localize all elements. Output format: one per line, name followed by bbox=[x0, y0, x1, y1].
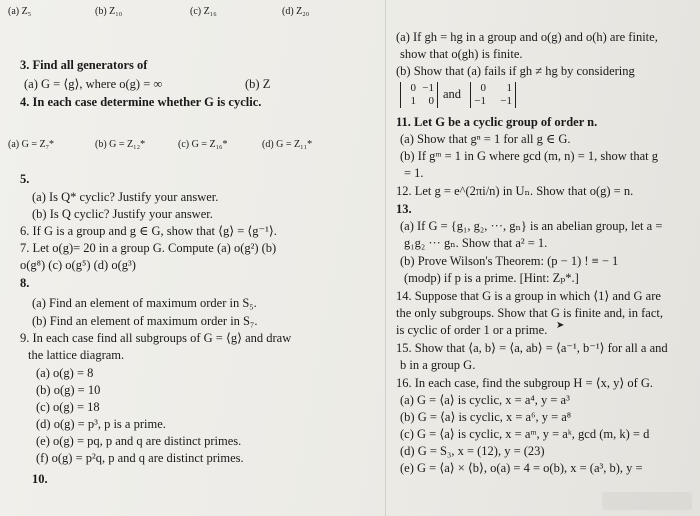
question-15-line2: b in a group G. bbox=[400, 358, 476, 372]
question-13b-line2: (modp) if p is a prime. [Hint: Zₚ*.] bbox=[404, 271, 579, 285]
question-6: 6. If G is a group and g ∈ G, show that ⟨g⟩ = ⟨g⁻¹⟩. bbox=[20, 224, 277, 238]
question-16: 16. In each case, find the subgroup H = ⟨x, y⟩ of G. bbox=[396, 376, 654, 390]
q4-option-b: (b) G = Z₁₂* bbox=[95, 139, 146, 150]
question-10a-line2: show that o(gh) is finite. bbox=[400, 47, 523, 61]
question-8b: (b) Find an element of maximum order in S₇. bbox=[32, 314, 258, 328]
question-12: 12. Let g = e^(2πi/n) in Uₙ. Show that o(g) = n. bbox=[396, 184, 634, 198]
option-z20: (d) Z₂₀ bbox=[282, 6, 310, 17]
matrix-b-cell: 1 bbox=[506, 82, 512, 94]
option-z10: (b) Z₁₀ bbox=[95, 6, 123, 17]
and-word: and bbox=[443, 87, 462, 101]
question-14-line2: the only subgroups. Show that G is finite and, in fact, bbox=[396, 306, 663, 320]
question-8a: (a) Find an element of maximum order in S₅. bbox=[32, 296, 257, 310]
question-9-line1: 9. In each case find all subgroups of G = ⟨g⟩ and draw bbox=[20, 331, 292, 345]
q4-option-c: (c) G = Z₁₆* bbox=[178, 139, 228, 150]
q16-item-e: (e) G = ⟨a⟩ × ⟨b⟩, o(a) = 4 = o(b), x = (a³, b), y = bbox=[400, 461, 643, 475]
question-15-line1: 15. Show that ⟨a, b⟩ = ⟨a, ab⟩ = ⟨a⁻¹, b⁻¹⟩ for all a and bbox=[396, 341, 668, 355]
q16-item-a: (a) G = ⟨a⟩ is cyclic, x = a⁴, y = a³ bbox=[400, 393, 570, 407]
q9-item-d: (d) o(g) = p³, p is a prime. bbox=[36, 417, 166, 431]
question-3: 3. Find all generators of bbox=[20, 58, 148, 72]
question-5b: (b) Is Q cyclic? Justify your answer. bbox=[32, 207, 213, 221]
matrix-b-cell: 0 bbox=[480, 82, 486, 94]
q9-item-b: (b) o(g) = 10 bbox=[36, 383, 101, 397]
question-10a-line1: (a) If gh = hg in a group and o(g) and o(h) are finite, bbox=[396, 30, 658, 44]
question-11a: (a) Show that gⁿ = 1 for all g ∈ G. bbox=[400, 132, 571, 146]
matrix-a-cell: 0 bbox=[428, 95, 434, 107]
matrix-a-cell: 1 bbox=[410, 95, 416, 107]
question-14-line1: 14. Suppose that G is a group in which ⟨1⟩ and G are bbox=[396, 289, 661, 303]
q9-item-e: (e) o(g) = pq, p and q are distinct primes. bbox=[36, 434, 242, 448]
q16-item-c: (c) G = ⟨a⟩ is cyclic, x = aᵐ, y = aᵏ, gcd (m, k) = d bbox=[400, 427, 650, 441]
q16-item-d: (d) G = S₃, x = (12), y = (23) bbox=[400, 444, 545, 458]
option-z16: (c) Z₁₆ bbox=[190, 6, 217, 17]
matrix-b-cell: −1 bbox=[474, 95, 486, 107]
q9-item-c: (c) o(g) = 18 bbox=[36, 400, 100, 414]
matrix-b bbox=[470, 82, 516, 108]
question-13a-line2: g₁g₂ ··· gₙ. Show that a² = 1. bbox=[404, 236, 548, 250]
question-13: 13. bbox=[396, 202, 412, 216]
question-7-line1: 7. Let o(g)= 20 in a group G. Compute (a) o(g²) (b) bbox=[20, 241, 277, 255]
question-11b-line2: = 1. bbox=[404, 166, 424, 180]
question-11: 11. Let G be a cyclic group of order n. bbox=[396, 115, 598, 129]
question-13a-line1: (a) If G = {g₁, g₂, ···, gₙ} is an abelian group, let a = bbox=[400, 219, 663, 233]
question-14-line3: is cyclic of order 1 or a prime. bbox=[396, 323, 548, 337]
question-10: 10. bbox=[32, 472, 48, 486]
question-13b-line1: (b) Prove Wilson's Theorem: (p − 1) ! ≡ − 1 bbox=[400, 254, 619, 268]
column-divider bbox=[385, 0, 386, 516]
question-5a: (a) Is Q* cyclic? Justify your answer. bbox=[32, 190, 219, 204]
matrix-a-cell: 0 bbox=[410, 82, 416, 94]
option-z5: (a) Z₅ bbox=[8, 6, 32, 17]
cursor-arrow-icon: ➤ bbox=[556, 320, 565, 331]
question-3a: (a) G = ⟨g⟩, where o(g) = ∞ bbox=[24, 77, 163, 91]
watermark bbox=[602, 492, 692, 510]
question-5: 5. bbox=[20, 172, 30, 186]
q4-option-d: (d) G = Z₁₁* bbox=[262, 139, 313, 150]
question-8: 8. bbox=[20, 276, 30, 290]
question-11b-line1: (b) If gᵐ = 1 in G where gcd (m, n) = 1, show that g bbox=[400, 149, 659, 163]
question-9-line2: the lattice diagram. bbox=[28, 348, 125, 362]
matrix-a bbox=[400, 82, 438, 108]
q4-option-a: (a) G = Z₇* bbox=[8, 139, 55, 150]
q9-item-f: (f) o(g) = p²q, p and q are distinct primes. bbox=[36, 451, 244, 465]
question-10b-line1: (b) Show that (a) fails if gh ≠ hg by considering bbox=[396, 64, 635, 78]
question-3b: (b) Z bbox=[245, 77, 271, 91]
question-4: 4. In each case determine whether G is cyclic. bbox=[20, 95, 262, 109]
matrix-a-cell: −1 bbox=[422, 82, 434, 94]
q16-item-b: (b) G = ⟨a⟩ is cyclic, x = a⁶, y = a⁸ bbox=[400, 410, 572, 424]
matrix-b-cell: −1 bbox=[500, 95, 512, 107]
question-7-line2: o(g⁸) (c) o(g⁵) (d) o(g³) bbox=[20, 258, 136, 272]
q9-item-a: (a) o(g) = 8 bbox=[36, 366, 94, 380]
